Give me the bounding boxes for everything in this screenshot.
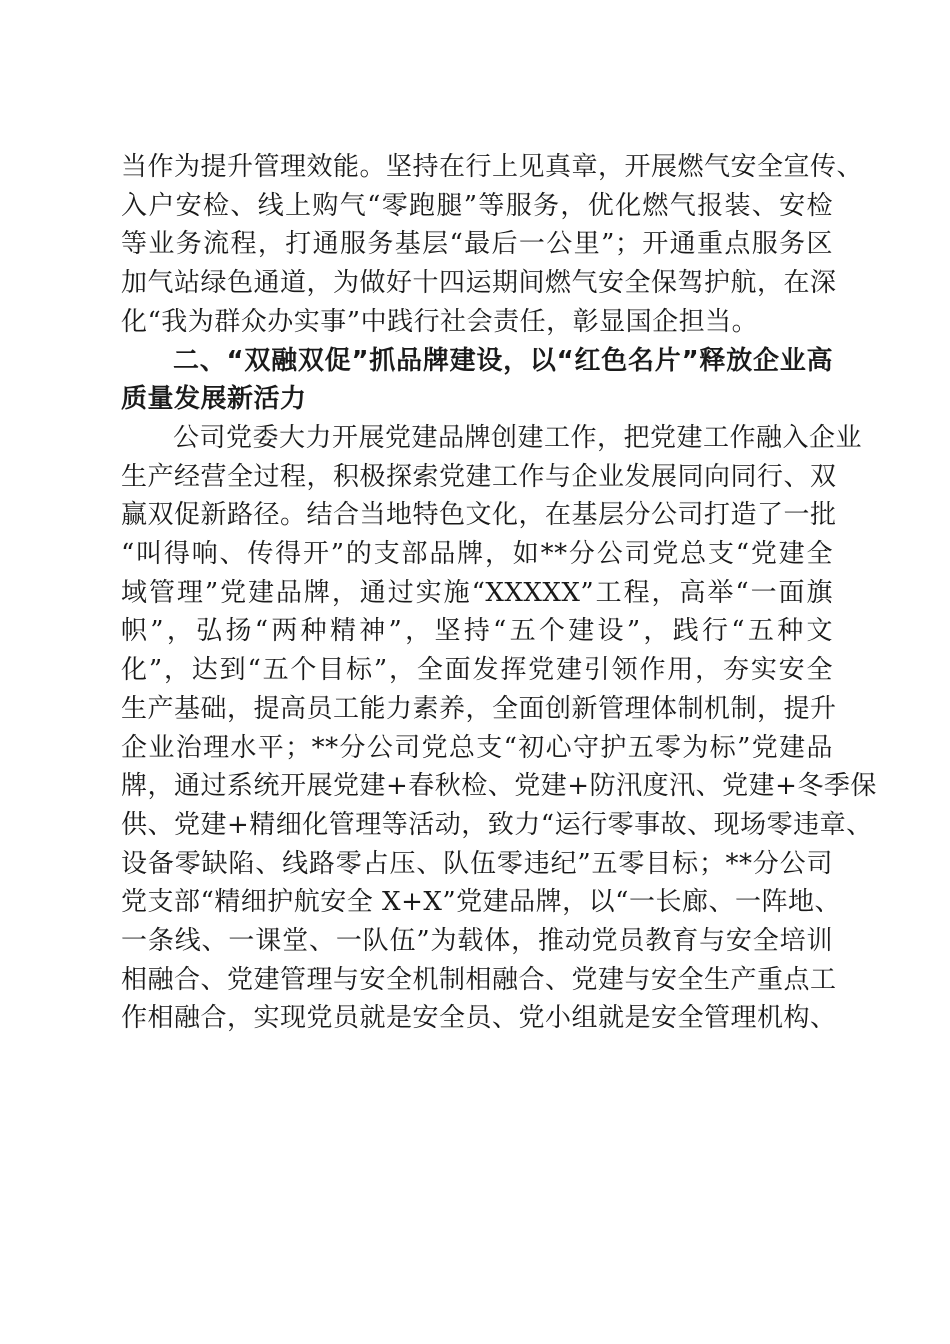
paragraph-line: 化“我为群众办实事”中践行社会责任，彰显国企担当。 bbox=[121, 307, 759, 337]
paragraph-line: 供、党建+精细化管理等活动，致力“运行零事故、现场零违章、 bbox=[121, 810, 873, 840]
paragraph-line: 域管理”党建品牌，通过实施“XXXXX”工程，高举“一面旗 bbox=[121, 578, 833, 608]
paragraph-line: 化”，达到“五个目标”，全面发挥党建引领作用，夯实安全 bbox=[121, 655, 833, 685]
paragraph-line: 生产经营全过程，积极探索党建工作与企业发展同向同行、双 bbox=[121, 462, 837, 492]
paragraph-line: 当作为提升管理效能。坚持在行上见真章，开展燃气安全宣传、 bbox=[121, 152, 864, 182]
paragraph-line: 一条线、一课堂、一队伍”为载体，推动党员教育与安全培训 bbox=[121, 926, 833, 956]
paragraph-line: 入户安检、线上购气“零跑腿”等服务，优化燃气报装、安检 bbox=[121, 191, 833, 221]
paragraph-line: 等业务流程，打通服务基层“最后一公里”；开通重点服务区 bbox=[121, 229, 833, 259]
paragraph-line: 企业治理水平；**分公司党总支“初心守护五零为标”党建品 bbox=[121, 733, 833, 763]
paragraph-line: 相融合、党建管理与安全机制相融合、党建与安全生产重点工 bbox=[121, 965, 837, 995]
paragraph-line: 加气站绿色通道，为做好十四运期间燃气安全保驾护航，在深 bbox=[121, 268, 837, 298]
paragraph-line: 牌，通过系统开展党建+春秋检、党建+防汛度汛、党建+冬季保 bbox=[121, 771, 877, 801]
section-heading-line: 二、“双融双促”抓品牌建设，以“红色名片”释放企业高 bbox=[173, 346, 833, 376]
section-heading-line: 质量发展新活力 bbox=[121, 384, 307, 414]
paragraph-line: 作相融合，实现党员就是安全员、党小组就是安全管理机构、 bbox=[121, 1003, 837, 1033]
paragraph-line: 公司党委大力开展党建品牌创建工作，把党建工作融入企业 bbox=[173, 423, 863, 453]
paragraph-line: 设备零缺陷、线路零占压、队伍零违纪”五零目标；**分公司 bbox=[121, 849, 833, 879]
paragraph-line: 党支部“精细护航安全 X+X”党建品牌，以“一长廊、一阵地、 bbox=[121, 887, 841, 917]
paragraph-line: “叫得响、传得开”的支部品牌，如**分公司党总支“党建全 bbox=[121, 539, 833, 569]
paragraph-line: 生产基础，提高员工能力素养，全面创新管理体制机制，提升 bbox=[121, 694, 837, 724]
paragraph-line: 赢双促新路径。结合当地特色文化，在基层分公司打造了一批 bbox=[121, 500, 837, 530]
paragraph-line: 帜”，弘扬“两种精神”，坚持“五个建设”，践行“五种文 bbox=[121, 616, 833, 646]
